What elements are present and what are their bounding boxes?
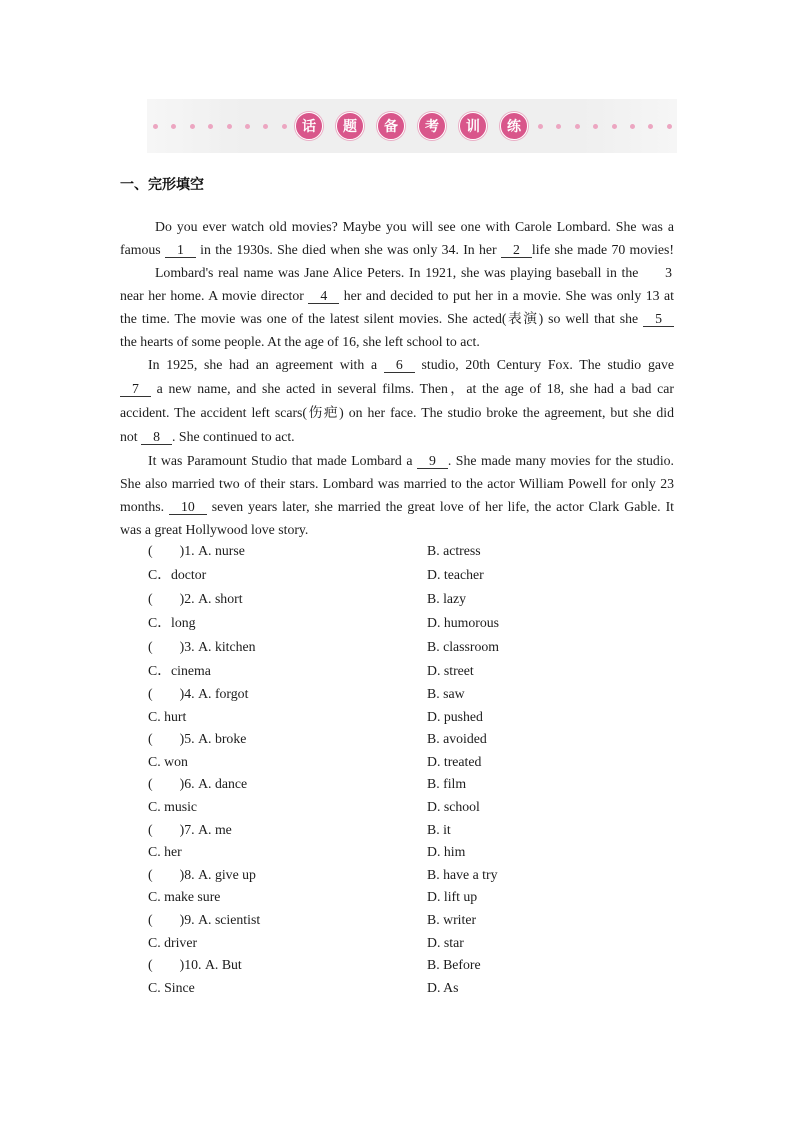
option-row bbox=[148, 563, 674, 587]
answer-blank: 3 bbox=[665, 264, 672, 280]
banner-dots-right bbox=[538, 124, 672, 129]
option-left bbox=[148, 773, 427, 796]
option-b: B. have a try bbox=[427, 866, 498, 882]
option-right bbox=[427, 773, 466, 796]
passage-line bbox=[120, 330, 674, 353]
option-left bbox=[148, 796, 427, 819]
decorative-dot bbox=[648, 124, 653, 129]
answer-bracket-open: ( bbox=[148, 686, 153, 701]
option-right bbox=[427, 886, 477, 909]
option-row bbox=[148, 819, 674, 842]
question-block bbox=[148, 909, 674, 954]
passage-text: life she made 70 movies! bbox=[531, 241, 675, 257]
question-number: 2. bbox=[184, 591, 195, 606]
decorative-dot bbox=[667, 124, 672, 129]
passage-paragraph bbox=[120, 215, 674, 261]
passage-text: not bbox=[120, 428, 142, 444]
answer-bracket-open: ( bbox=[148, 591, 153, 606]
answer-bracket-open: ( bbox=[148, 957, 153, 973]
passage-text: Do you ever watch old movies? Maybe you will see one with Carole Lombard. She was a bbox=[155, 218, 674, 234]
option-left bbox=[148, 886, 427, 909]
question-block bbox=[148, 728, 674, 773]
banner-title-badge: 题 bbox=[336, 112, 364, 140]
passage-text: It was Paramount Studio that made Lombard a bbox=[148, 452, 417, 468]
option-d: D. him bbox=[427, 844, 466, 860]
question-block bbox=[148, 773, 674, 818]
option-a: A. forgot bbox=[198, 686, 249, 701]
option-c: C. Since bbox=[148, 979, 195, 995]
passage-text: near her home. A movie director bbox=[120, 287, 309, 303]
passage-text: She also married two of their stars. Lombard was married to the actor William Powell for only 23 bbox=[120, 475, 674, 491]
decorative-dot bbox=[153, 124, 158, 129]
option-c: C. hurt bbox=[148, 708, 187, 724]
option-a: A. But bbox=[204, 957, 242, 973]
decorative-dot bbox=[575, 124, 580, 129]
option-d: D. As bbox=[427, 979, 459, 995]
question-block bbox=[148, 539, 674, 587]
option-row bbox=[148, 977, 674, 1000]
option-c: C．doctor bbox=[148, 567, 207, 582]
passage-line bbox=[120, 377, 674, 401]
passage-text: . She made many movies for the studio. bbox=[447, 452, 674, 468]
answer-blank: 1 bbox=[165, 243, 196, 258]
option-left bbox=[148, 977, 427, 1000]
option-b: B. classroom bbox=[427, 639, 500, 654]
option-right bbox=[427, 796, 480, 819]
decorative-dot bbox=[630, 124, 635, 129]
option-c: C. won bbox=[148, 753, 188, 769]
question-number: 5. bbox=[184, 731, 195, 747]
banner-title-badge: 训 bbox=[459, 112, 487, 140]
option-c: C. make sure bbox=[148, 889, 221, 905]
answer-blank: 6 bbox=[384, 358, 415, 373]
option-row bbox=[148, 539, 674, 563]
option-d: D. school bbox=[427, 798, 480, 814]
passage-text: . She continued to act. bbox=[172, 428, 295, 444]
option-a: A. me bbox=[198, 821, 232, 837]
option-row bbox=[148, 909, 674, 932]
decorative-dot bbox=[282, 124, 287, 129]
question-block bbox=[148, 587, 674, 635]
option-left bbox=[148, 539, 427, 563]
topic-banner bbox=[147, 99, 677, 153]
option-right bbox=[427, 751, 481, 774]
option-b: B. Before bbox=[427, 957, 481, 973]
option-row bbox=[148, 841, 674, 864]
decorative-dot bbox=[190, 124, 195, 129]
answer-blank: 4 bbox=[308, 289, 339, 304]
option-left bbox=[148, 751, 427, 774]
passage-line bbox=[120, 472, 674, 495]
option-a: A. scientist bbox=[198, 911, 261, 927]
option-a: A. give up bbox=[198, 866, 256, 882]
option-right bbox=[427, 841, 465, 864]
answer-bracket-close: ) bbox=[179, 686, 185, 701]
option-c: C．long bbox=[148, 615, 196, 630]
option-c: C. her bbox=[148, 844, 182, 860]
passage-line bbox=[120, 238, 674, 261]
option-row bbox=[148, 611, 674, 635]
passage-line bbox=[120, 261, 674, 284]
decorative-dot bbox=[245, 124, 250, 129]
passage-text: studio, 20th Century Fox. The studio gave bbox=[414, 356, 674, 372]
answer-bracket-open: ( bbox=[148, 776, 153, 792]
passage-line bbox=[120, 518, 674, 541]
passage-line bbox=[120, 307, 674, 330]
section-heading: 一、完形填空 bbox=[120, 177, 204, 193]
option-right bbox=[427, 683, 465, 706]
option-b: B. lazy bbox=[427, 591, 467, 606]
banner-title bbox=[295, 112, 528, 140]
passage-text: a new name, and she acted in several films. Then，at the age of 18, she had a bad car bbox=[150, 380, 674, 396]
option-row bbox=[148, 706, 674, 729]
passage-text: famous bbox=[120, 241, 165, 257]
question-block bbox=[148, 683, 674, 728]
passage-text: in the 1930s. She died when she was only 34. In her bbox=[195, 241, 501, 257]
answer-bracket-open: ( bbox=[148, 639, 153, 654]
option-right bbox=[427, 563, 484, 587]
option-left bbox=[148, 932, 427, 955]
decorative-dot bbox=[538, 124, 543, 129]
option-right bbox=[427, 635, 499, 659]
banner-title-badge: 备 bbox=[377, 112, 405, 140]
option-row bbox=[148, 728, 674, 751]
passage-line bbox=[120, 495, 674, 518]
option-left bbox=[148, 728, 427, 751]
option-right bbox=[427, 864, 498, 887]
question-number: 10. bbox=[184, 957, 202, 973]
passage-line bbox=[120, 401, 674, 425]
option-c: C. music bbox=[148, 798, 198, 814]
option-a: A. dance bbox=[198, 776, 248, 792]
option-b: B. saw bbox=[427, 686, 465, 701]
question-block bbox=[148, 864, 674, 909]
answer-bracket-open: ( bbox=[148, 731, 153, 747]
question-number: 6. bbox=[184, 776, 195, 792]
question-block bbox=[148, 954, 674, 999]
question-number: 9. bbox=[184, 911, 195, 927]
option-left bbox=[148, 659, 427, 683]
passage-line bbox=[120, 425, 674, 449]
option-right bbox=[427, 587, 466, 611]
answer-bracket-close: ) bbox=[179, 591, 185, 606]
option-d: D. pushed bbox=[427, 708, 483, 724]
option-a: A. broke bbox=[198, 731, 247, 747]
option-left bbox=[148, 841, 427, 864]
banner-title-badge: 话 bbox=[295, 112, 323, 140]
answer-bracket-close: ) bbox=[179, 911, 185, 927]
question-number: 7. bbox=[184, 821, 195, 837]
option-d: D. treated bbox=[427, 753, 482, 769]
answer-bracket-close: ) bbox=[179, 957, 185, 973]
passage-line bbox=[120, 449, 674, 472]
passage-text: the time. The movie was one of the latest silent movies. She acted(表演) so well that she bbox=[120, 310, 644, 326]
answer-bracket-close: ) bbox=[179, 543, 185, 558]
option-right bbox=[427, 706, 483, 729]
option-left bbox=[148, 635, 427, 659]
option-right bbox=[427, 728, 487, 751]
option-row bbox=[148, 796, 674, 819]
option-right bbox=[427, 932, 464, 955]
option-a: A. nurse bbox=[198, 543, 245, 558]
option-c: C. driver bbox=[148, 934, 198, 950]
option-right bbox=[427, 819, 451, 842]
passage-text: seven years later, she married the great love of her life, the actor Clark Gable. It bbox=[206, 498, 674, 514]
option-a: A. short bbox=[198, 591, 243, 606]
option-left bbox=[148, 683, 427, 706]
option-b: B. film bbox=[427, 776, 467, 792]
cloze-passage bbox=[120, 215, 674, 541]
answer-blank: 5 bbox=[643, 312, 674, 327]
option-right bbox=[427, 611, 499, 635]
passage-text: the hearts of some people. At the age of 16, she left school to act. bbox=[120, 333, 480, 349]
answer-bracket-close: ) bbox=[179, 776, 185, 792]
option-a: A. kitchen bbox=[198, 639, 256, 654]
option-row bbox=[148, 635, 674, 659]
option-right bbox=[427, 954, 481, 977]
answer-bracket-close: ) bbox=[179, 821, 185, 837]
banner-title-badge: 考 bbox=[418, 112, 446, 140]
passage-paragraph bbox=[120, 353, 674, 449]
option-d: D. teacher bbox=[427, 567, 484, 582]
option-row bbox=[148, 864, 674, 887]
option-left bbox=[148, 954, 427, 977]
passage-text: was a great Hollywood love story. bbox=[120, 521, 309, 537]
option-left bbox=[148, 864, 427, 887]
option-b: B. actress bbox=[427, 543, 481, 558]
decorative-dot bbox=[612, 124, 617, 129]
question-number: 4. bbox=[184, 686, 195, 701]
option-b: B. it bbox=[427, 821, 451, 837]
answer-blank: 8 bbox=[141, 430, 172, 445]
answer-blank: 10 bbox=[169, 500, 207, 515]
decorative-dot bbox=[227, 124, 232, 129]
options-list bbox=[148, 539, 674, 999]
answer-blank: 2 bbox=[501, 243, 532, 258]
passage-text: Lombard's real name was Jane Alice Peters. In 1921, she was playing baseball in the bbox=[155, 264, 644, 280]
passage-line bbox=[120, 284, 674, 307]
passage-line bbox=[120, 353, 674, 377]
option-d: D. humorous bbox=[427, 615, 500, 630]
option-right bbox=[427, 909, 476, 932]
option-d: D. street bbox=[427, 663, 474, 678]
passage-paragraph bbox=[120, 261, 674, 353]
option-right bbox=[427, 539, 481, 563]
option-d: D. star bbox=[427, 934, 464, 950]
passage-text: her and decided to put her in a movie. She was only 13 at bbox=[339, 287, 674, 303]
question-number: 3. bbox=[184, 639, 195, 654]
banner-dots-left bbox=[153, 124, 287, 129]
option-right bbox=[427, 659, 474, 683]
passage-text: accident. The accident left scars(伤疤) on her face. The studio broke the agreement, but she did bbox=[120, 404, 674, 420]
option-row bbox=[148, 773, 674, 796]
decorative-dot bbox=[556, 124, 561, 129]
option-row bbox=[148, 932, 674, 955]
answer-bracket-open: ( bbox=[148, 866, 153, 882]
option-b: B. avoided bbox=[427, 731, 487, 747]
decorative-dot bbox=[171, 124, 176, 129]
option-left bbox=[148, 909, 427, 932]
option-b: B. writer bbox=[427, 911, 477, 927]
passage-text: months. bbox=[120, 498, 170, 514]
option-row bbox=[148, 659, 674, 683]
passage-text: In 1925, she had an agreement with a bbox=[148, 356, 384, 372]
option-row bbox=[148, 587, 674, 611]
option-left bbox=[148, 706, 427, 729]
passage-paragraph bbox=[120, 449, 674, 541]
option-left bbox=[148, 819, 427, 842]
question-number: 1. bbox=[184, 543, 195, 558]
option-row bbox=[148, 751, 674, 774]
answer-bracket-close: ) bbox=[179, 866, 185, 882]
banner-title-badge: 练 bbox=[500, 112, 528, 140]
answer-bracket-open: ( bbox=[148, 821, 153, 837]
option-left bbox=[148, 563, 427, 587]
option-row bbox=[148, 683, 674, 706]
question-block bbox=[148, 819, 674, 864]
answer-blank: 9 bbox=[417, 454, 448, 469]
option-left bbox=[148, 587, 427, 611]
answer-bracket-close: ) bbox=[179, 639, 185, 654]
option-row bbox=[148, 886, 674, 909]
option-c: C．cinema bbox=[148, 663, 211, 678]
option-left bbox=[148, 611, 427, 635]
option-right bbox=[427, 977, 458, 1000]
decorative-dot bbox=[593, 124, 598, 129]
passage-line bbox=[120, 215, 674, 238]
decorative-dot bbox=[208, 124, 213, 129]
question-block bbox=[148, 635, 674, 683]
option-row bbox=[148, 954, 674, 977]
option-d: D. lift up bbox=[427, 889, 478, 905]
decorative-dot bbox=[263, 124, 268, 129]
answer-bracket-close: ) bbox=[179, 731, 185, 747]
answer-blank: 7 bbox=[120, 382, 151, 397]
answer-bracket-open: ( bbox=[148, 911, 153, 927]
answer-bracket-open: ( bbox=[148, 543, 153, 558]
question-number: 8. bbox=[184, 866, 195, 882]
